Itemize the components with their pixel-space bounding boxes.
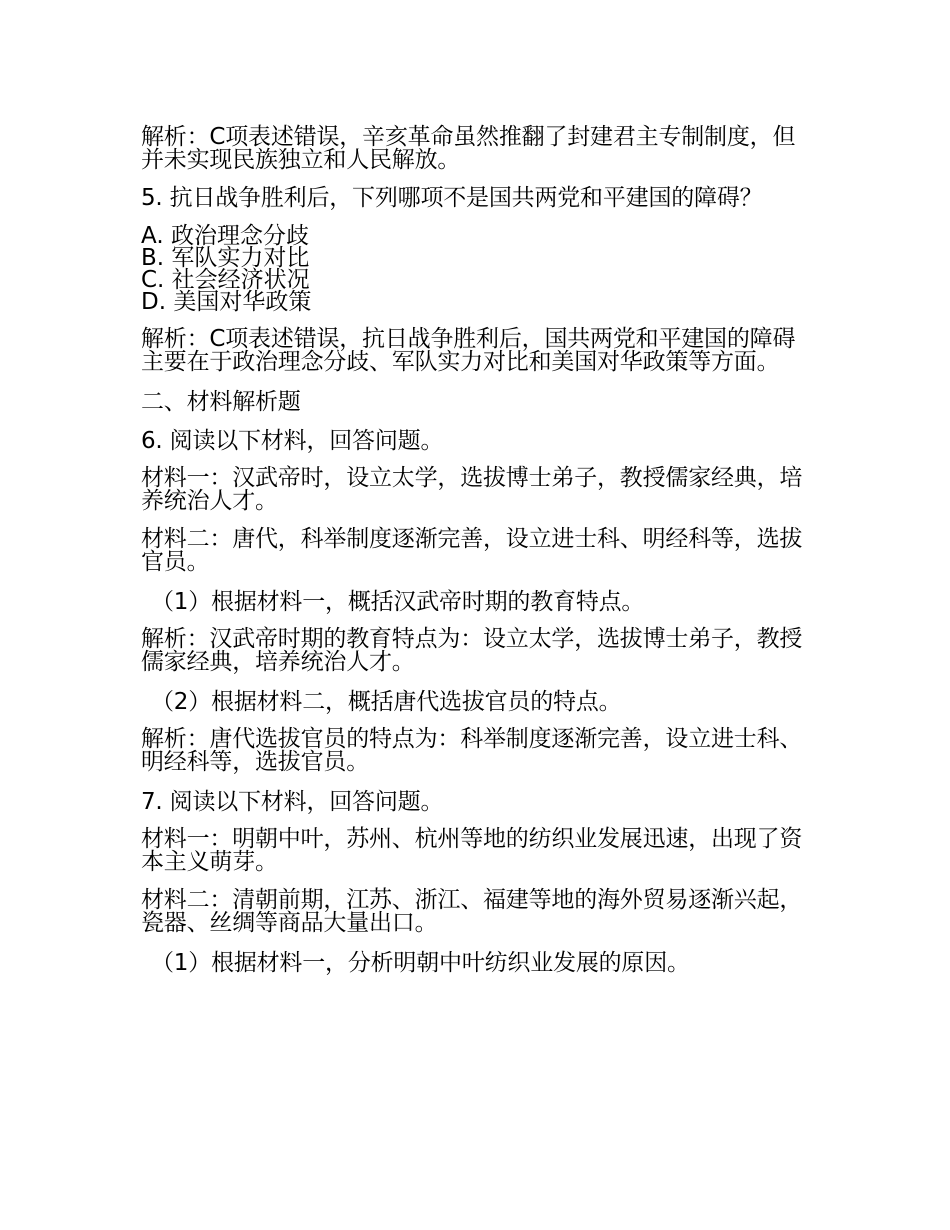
section-heading-material-analysis: 二、材料解析题: [141, 389, 301, 415]
q7-subquestion-1: （1）根据材料一，分析明朝中叶纺织业发展的原因。: [151, 950, 690, 976]
q7-material-2: 材料二：清朝前期，江苏、浙江、福建等地的海外贸易逐渐兴起，瓷器、丝绸等商品大量出口。: [141, 887, 803, 936]
option-b: B. 军队实力对比: [141, 245, 310, 271]
q6-analysis-2: 解析：唐代选拔官员的特点为：科举制度逐渐完善，设立进士科、明经科等，选拔官员。: [141, 726, 803, 775]
q6-analysis-1: 解析：汉武帝时期的教育特点为：设立太学，选拔博士弟子，教授儒家经典，培养统治人才。: [141, 626, 803, 675]
q6-material-2: 材料二：唐代，科举制度逐渐完善，设立进士科、明经科等，选拔官员。: [141, 526, 803, 575]
option-d: D. 美国对华政策: [141, 289, 312, 315]
option-c: C. 社会经济状况: [141, 267, 310, 293]
analysis-q5: 解析：C项表述错误，抗日战争胜利后，国共两党和平建国的障碍主要在于政治理念分歧、军队实力对比和美国对华政策等方面。: [141, 326, 796, 375]
q6-subquestion-2: （2）根据材料二，概括唐代选拔官员的特点。: [151, 689, 622, 715]
question-6: 6. 阅读以下材料，回答问题。: [141, 428, 444, 454]
document-page: [141, 126, 816, 989]
question-7: 7. 阅读以下材料，回答问题。: [141, 789, 444, 815]
analysis-q4: 解析：C项表述错误，辛亥革命虽然推翻了封建君主专制制度，但并未实现民族独立和人民解放。: [141, 124, 796, 173]
q6-subquestion-1: （1）根据材料一，概括汉武帝时期的教育特点。: [151, 589, 645, 615]
option-a: A. 政治理念分歧: [141, 223, 309, 249]
question-5: 5. 抗日战争胜利后，下列哪项不是国共两党和平建国的障碍？: [141, 185, 763, 211]
q7-material-1: 材料一：明朝中叶，苏州、杭州等地的纺织业发展迅速，出现了资本主义萌芽。: [141, 826, 803, 875]
q6-material-1: 材料一：汉武帝时，设立太学，选拔博士弟子，教授儒家经典，培养统治人才。: [141, 465, 803, 514]
question-5-options: [141, 225, 816, 313]
